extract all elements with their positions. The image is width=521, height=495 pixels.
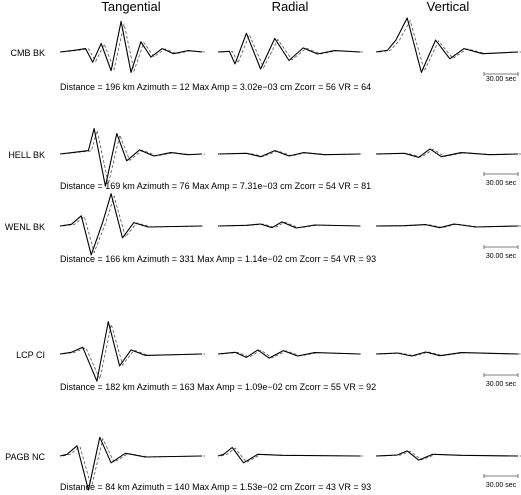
- station-info: Distance = 196 km Azimuth = 12 Max Amp = 3.02e−03 cm Zcorr = 56 VR = 64: [60, 82, 372, 92]
- observed-trace-hell-bk-radial: [218, 151, 360, 157]
- observed-trace-hell-bk-vertical: [376, 149, 518, 158]
- station-label: WENL BK: [4, 222, 45, 232]
- observed-trace-wenl-bk-tangential: [60, 194, 202, 255]
- observed-trace-hell-bk-tangential: [60, 129, 202, 187]
- observed-trace-lcp-ci-tangential: [60, 322, 202, 382]
- scale-bar: [484, 373, 518, 388]
- observed-trace-pagb-nc-radial: [218, 448, 360, 463]
- scale-bar-label: 30.00 sec: [485, 76, 517, 83]
- observed-trace-pagb-nc-vertical: [376, 451, 518, 460]
- station-info: Distance = 182 km Azimuth = 163 Max Amp = 1.09e−02 cm Zcorr = 55 VR = 92: [60, 382, 377, 392]
- scale-bar: [484, 172, 518, 187]
- column-header-tangential: Tangential: [101, 0, 161, 14]
- observed-trace-wenl-bk-radial: [218, 222, 360, 228]
- scale-bar-label: 30.00 sec: [485, 482, 517, 489]
- observed-trace-cmb-bk-tangential: [60, 21, 202, 72]
- station-info: Distance = 169 km Azimuth = 76 Max Amp = 7.31e−03 cm Zcorr = 54 VR = 81: [60, 181, 372, 191]
- synthetic-trace-wenl-bk-tangential: [63, 196, 205, 252]
- synthetic-trace-hell-bk-tangential: [63, 131, 205, 184]
- station-info: Distance = 166 km Azimuth = 331 Max Amp = 1.14e−02 cm Zcorr = 54 VR = 93: [60, 254, 377, 264]
- synthetic-trace-pagb-nc-tangential: [63, 439, 205, 488]
- observed-trace-cmb-bk-vertical: [376, 18, 518, 72]
- observed-trace-wenl-bk-vertical: [376, 224, 518, 228]
- station-label: LCP CI: [16, 350, 45, 360]
- scale-bar: [484, 245, 518, 260]
- column-header-vertical: Vertical: [426, 0, 470, 14]
- station-info: Distance = 84 km Azimuth = 140 Max Amp = 1.53e−02 cm Zcorr = 43 VR = 93: [60, 482, 372, 492]
- synthetic-trace-cmb-bk-vertical: [379, 21, 521, 71]
- scale-bar: [484, 72, 518, 83]
- scale-bar: [484, 474, 518, 489]
- scale-bar-label: 30.00 sec: [485, 253, 517, 260]
- station-label: CMB BK: [10, 48, 45, 58]
- observed-trace-lcp-ci-vertical: [376, 352, 518, 356]
- observed-trace-cmb-bk-radial: [218, 33, 360, 69]
- scale-bar-label: 30.00 sec: [485, 381, 517, 388]
- observed-trace-lcp-ci-radial: [218, 350, 360, 358]
- station-label: HELL BK: [8, 150, 45, 160]
- scale-bar-label: 30.00 sec: [485, 180, 517, 187]
- station-label: PAGB NC: [5, 452, 45, 462]
- column-header-radial: Radial: [271, 0, 309, 14]
